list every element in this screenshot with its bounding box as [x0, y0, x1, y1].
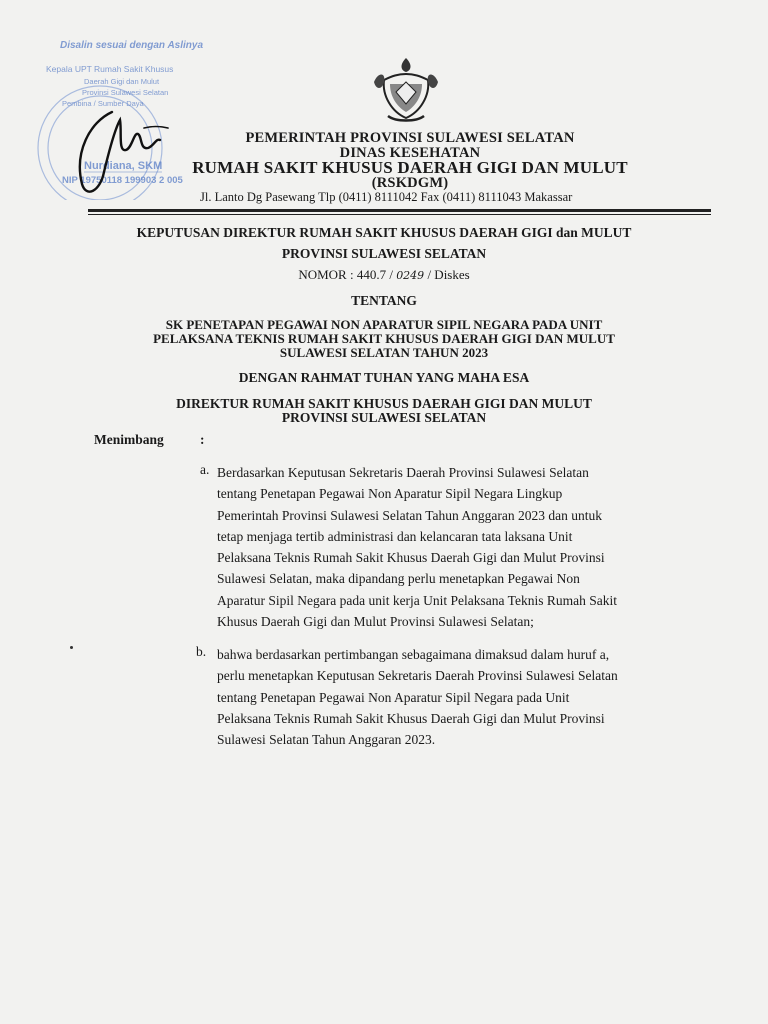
scan-speck [70, 646, 73, 649]
stamp-line1: Disalin sesuai dengan Aslinya [60, 40, 204, 51]
letterhead-line1: PEMERINTAH PROVINSI SULAWESI SELATAN [245, 130, 575, 146]
letterhead-line3: RUMAH SAKIT KHUSUS DAERAH GIGI DAN MULUT [192, 158, 628, 177]
item-a-line: Pemerintah Provinsi Sulawesi Selatan Tahun Anggaran 2023 dan untuk [217, 507, 603, 523]
item-b-line: perlu menetapkan Keputusan Sekretaris Daerah Provinsi Sulawesi Selatan [217, 668, 618, 684]
stamp-nip: NIP 19750118 199903 2 005 [62, 175, 183, 186]
letterhead-rule-thick [88, 209, 711, 212]
item-a-line: Khusus Daerah Gigi dan Mulut Provinsi Sulawesi Selatan; [217, 614, 534, 630]
item-b-line: bahwa berdasarkan pertimbangan sebagaimana dimaksud dalam huruf a, [217, 647, 610, 662]
subject-line2: PELAKSANA TEKNIS RUMAH SAKIT KHUSUS DAERAH GIGI DAN MULUT [153, 331, 615, 346]
item-a-line: Pelaksana Teknis Rumah Sakit Khusus Daerah Gigi dan Mulut Provinsi [217, 550, 605, 566]
item-a-line: Aparatur Sipil Negara pada unit kerja Unit Pelaksana Teknis Rumah Sakit [217, 592, 617, 608]
item-a-paragraph [217, 462, 714, 632]
nomor-handwritten: 0249 [396, 269, 425, 282]
item-b-paragraph [217, 644, 714, 750]
item-a-line: Berdasarkan Keputusan Sekretaris Daerah Provinsi Sulawesi Selatan [217, 465, 589, 480]
item-b-line: tentang Penetapan Pegawai Non Aparatur Sipil Negara pada Unit [217, 689, 570, 705]
nomor-prefix: NOMOR : 440.7 / [298, 267, 393, 282]
stamp-line3: Daerah Gigi dan Mulut [84, 77, 160, 86]
item-b-letter: b. [196, 644, 207, 659]
menimbang-colon: : [200, 432, 205, 447]
subject-line1: SK PENETAPAN PEGAWAI NON APARATUR SIPIL NEGARA PADA UNIT [165, 317, 603, 332]
item-a-line: tentang Penetapan Pegawai Non Aparatur Sipil Negara Lingkup [217, 486, 563, 502]
item-a-line: tetap menjaga tertib administrasi dan kelancaran tata laksana Unit [217, 528, 573, 544]
stamp-line4: Provinsi Sulawesi Selatan [82, 88, 169, 97]
letterhead-line2: DINAS KESEHATAN [339, 145, 481, 161]
stamp-line2: Kepala UPT Rumah Sakit Khusus [46, 64, 174, 74]
director-line2: PROVINSI SULAWESI SELATAN [281, 410, 487, 425]
decree-title-line2: PROVINSI SULAWESI SELATAN [281, 246, 487, 261]
nomor-suffix: / Diskes [427, 267, 470, 282]
item-a-line: Sulawesi Selatan, maka dipandang perlu menetapkan Pegawai Non [217, 571, 580, 587]
stamp-name: Nurdiana, SKM [84, 160, 163, 172]
rahmat-heading: DENGAN RAHMAT TUHAN YANG MAHA ESA [238, 370, 530, 385]
decree-number [0, 267, 768, 283]
decree-title-line1: KEPUTUSAN DIREKTUR RUMAH SAKIT KHUSUS DAERAH GIGI dan MULUT [136, 225, 632, 240]
menimbang-label: Menimbang [94, 432, 164, 447]
stamp-line5: Pembina / Sumber Daya [62, 99, 144, 108]
item-a-letter: a. [200, 462, 210, 477]
letterhead-rule-thin [88, 214, 711, 215]
subject-line3: SULAWESI SELATAN TAHUN 2023 [279, 345, 489, 360]
item-b-line: Pelaksana Teknis Rumah Sakit Khusus Daerah Gigi dan Mulut Provinsi [217, 710, 605, 726]
director-line1: DIREKTUR RUMAH SAKIT KHUSUS DAERAH GIGI DAN MULUT [176, 396, 592, 411]
tentang-heading: TENTANG [351, 293, 417, 308]
sulawesi-selatan-coat-of-arms-icon [370, 52, 442, 124]
letterhead-address: Jl. Lanto Dg Pasewang Tlp (0411) 8111042 Fax (0411) 8111043 Makassar [200, 190, 573, 204]
item-b-line: Sulawesi Selatan Tahun Anggaran 2023. [217, 732, 436, 748]
letterhead-line4: (RSKDGM) [371, 175, 449, 191]
